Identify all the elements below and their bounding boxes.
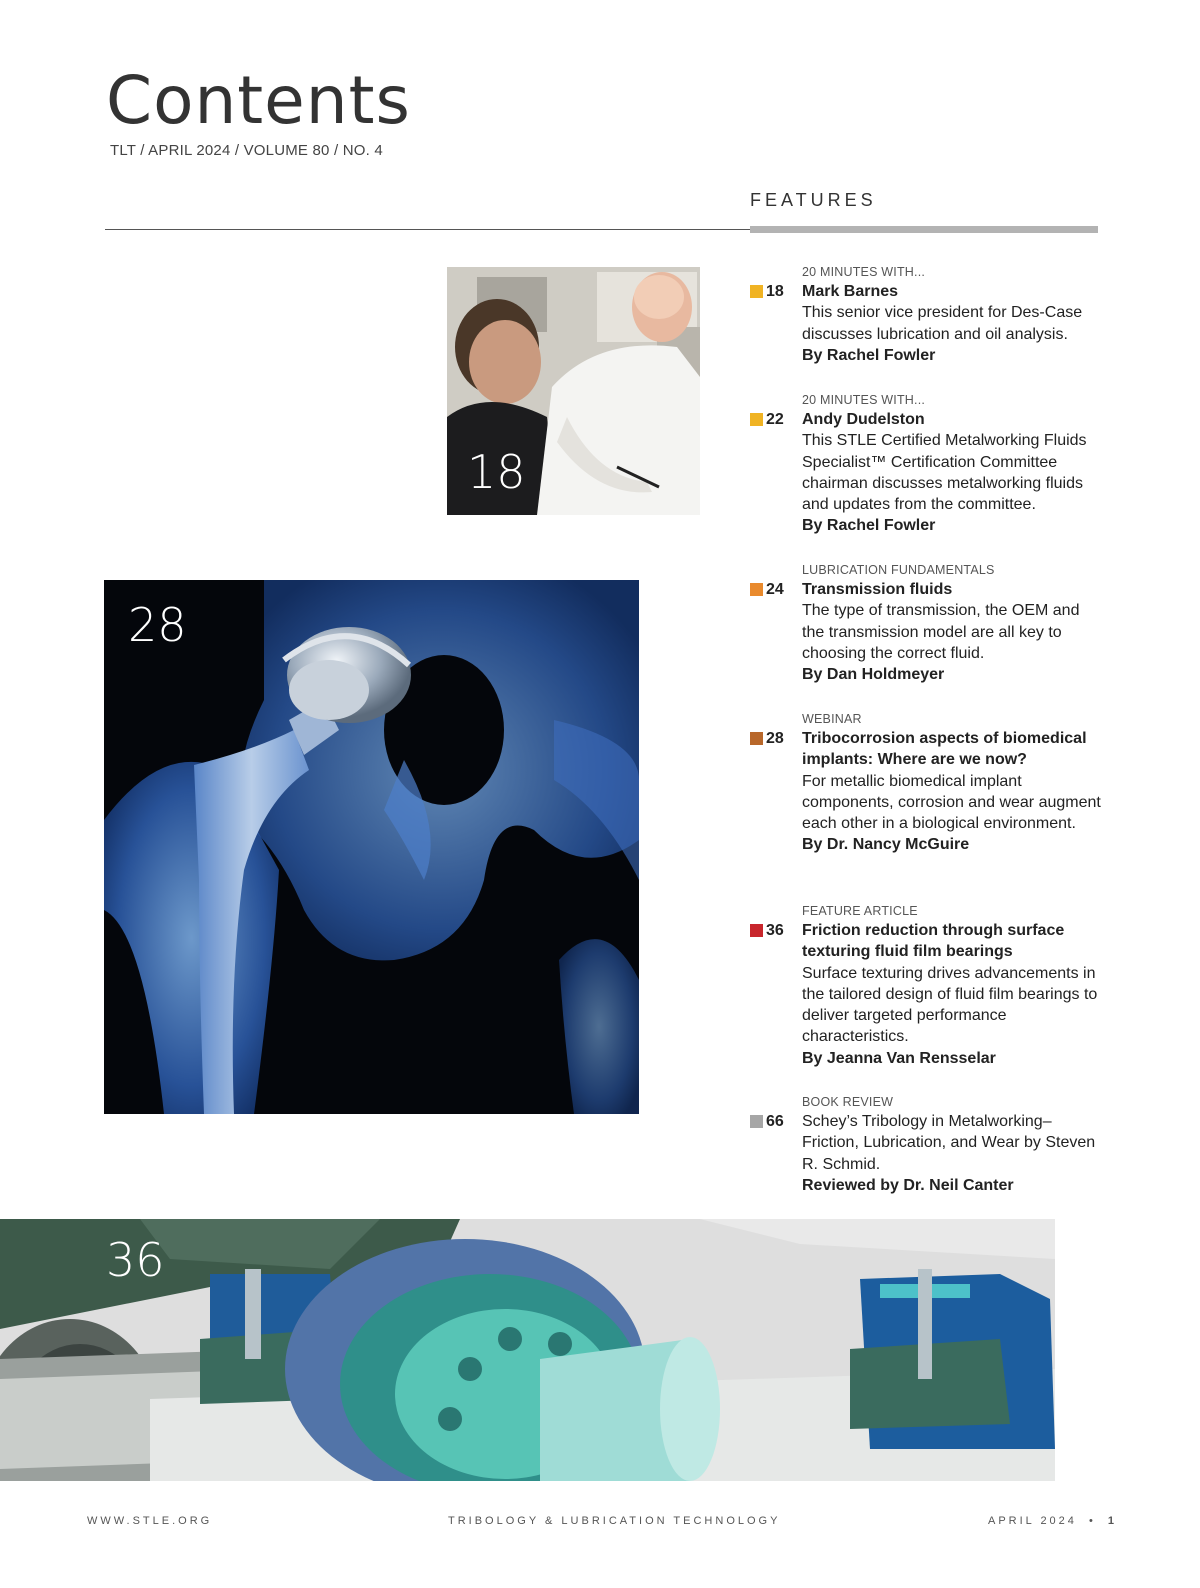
hip-implant-illustration: [104, 580, 639, 1114]
footer-publication: TRIBOLOGY & LUBRICATION TECHNOLOGY: [448, 1515, 781, 1527]
entry-headline[interactable]: Friction reduction through surface texturing fluid film bearings: [802, 922, 1065, 961]
entry-description: This senior vice president for Des-Case discusses lubrication and oil analysis.: [802, 304, 1083, 343]
section-color-marker: [750, 924, 763, 937]
entry-description: For metallic biomedical implant components, corrosion and wear augment each other in a biological environment.: [802, 772, 1101, 833]
feature-entry[interactable]: [750, 265, 1110, 366]
entry-byline: By Rachel Fowler: [802, 517, 936, 535]
section-color-marker: [750, 732, 763, 745]
photo-bearing-machinery: [0, 1219, 1055, 1481]
entry-byline: By Dr. Nancy McGuire: [802, 836, 970, 854]
photo-page-number: 28: [128, 598, 187, 652]
issue-line: TLT / APRIL 2024 / VOLUME 80 / NO. 4: [110, 142, 383, 159]
entry-description: This STLE Certified Metalworking Fluids Specialist™ Certification Committee chairman discusses metalworking fluids and updates from the committee.: [802, 432, 1087, 514]
page-title: Contents: [106, 62, 411, 139]
entry-kicker: BOOK REVIEW: [802, 1095, 894, 1109]
entry-description: Schey’s Tribology in Metalworking–Friction, Lubrication, and Wear by Steven R. Schmid.: [802, 1113, 1096, 1173]
entry-byline: By Dan Holdmeyer: [802, 666, 945, 684]
entry-kicker: WEBINAR: [802, 712, 862, 726]
entry-kicker: FEATURE ARTICLE: [802, 904, 918, 918]
entry-headline[interactable]: Mark Barnes: [802, 283, 899, 300]
photo-interview: [447, 267, 700, 515]
entry-page-number[interactable]: 18: [766, 282, 784, 300]
entry-page-number[interactable]: 22: [766, 410, 784, 428]
section-color-marker: [750, 583, 763, 596]
photo-page-number: 18: [467, 445, 526, 499]
entry-description: Surface texturing drives advancements in the tailored design of fluid film bearings to deliver targeted performance characteristics.: [802, 964, 1098, 1046]
footer-page-number: 1: [1107, 1515, 1118, 1527]
entry-headline[interactable]: Andy Dudelston: [802, 411, 925, 428]
feature-entry[interactable]: [750, 1095, 1110, 1196]
footer-separator: •: [1088, 1515, 1096, 1527]
section-color-marker: [750, 285, 763, 298]
entry-headline[interactable]: Transmission fluids: [802, 581, 953, 598]
entry-byline: By Jeanna Van Rensselar: [802, 1049, 996, 1067]
photo-hip-implant: [104, 580, 639, 1114]
entry-kicker: LUBRICATION FUNDAMENTALS: [802, 563, 995, 577]
footer-website[interactable]: WWW.STLE.ORG: [87, 1515, 213, 1527]
entry-page-number[interactable]: 66: [766, 1112, 784, 1130]
entry-headline[interactable]: Tribocorrosion aspects of biomedical implants: Where are we now?: [802, 730, 1087, 769]
feature-entry[interactable]: [750, 563, 1110, 685]
entry-page-number[interactable]: 36: [766, 921, 784, 939]
section-color-marker: [750, 1115, 763, 1128]
entry-byline: Reviewed by Dr. Neil Canter: [802, 1176, 1014, 1194]
section-color-marker: [750, 413, 763, 426]
feature-entry[interactable]: [750, 393, 1110, 537]
entry-page-number[interactable]: 24: [766, 580, 784, 598]
entry-kicker: 20 MINUTES WITH...: [802, 393, 926, 407]
features-heading: FEATURES: [750, 190, 877, 210]
entry-kicker: 20 MINUTES WITH...: [802, 265, 926, 279]
entry-page-number[interactable]: 28: [766, 729, 784, 747]
footer-date: APRIL 2024: [988, 1515, 1077, 1527]
footer-date-page: [988, 1515, 1117, 1527]
entry-description: The type of transmission, the OEM and the transmission model are all key to choosing the correct fluid.: [802, 602, 1080, 662]
feature-entry[interactable]: [750, 904, 1110, 1069]
header-divider: [105, 229, 750, 230]
entry-byline: By Rachel Fowler: [802, 346, 936, 364]
feature-entry[interactable]: [750, 712, 1110, 856]
features-divider: [750, 226, 1098, 233]
photo-page-number: 36: [106, 1233, 165, 1287]
